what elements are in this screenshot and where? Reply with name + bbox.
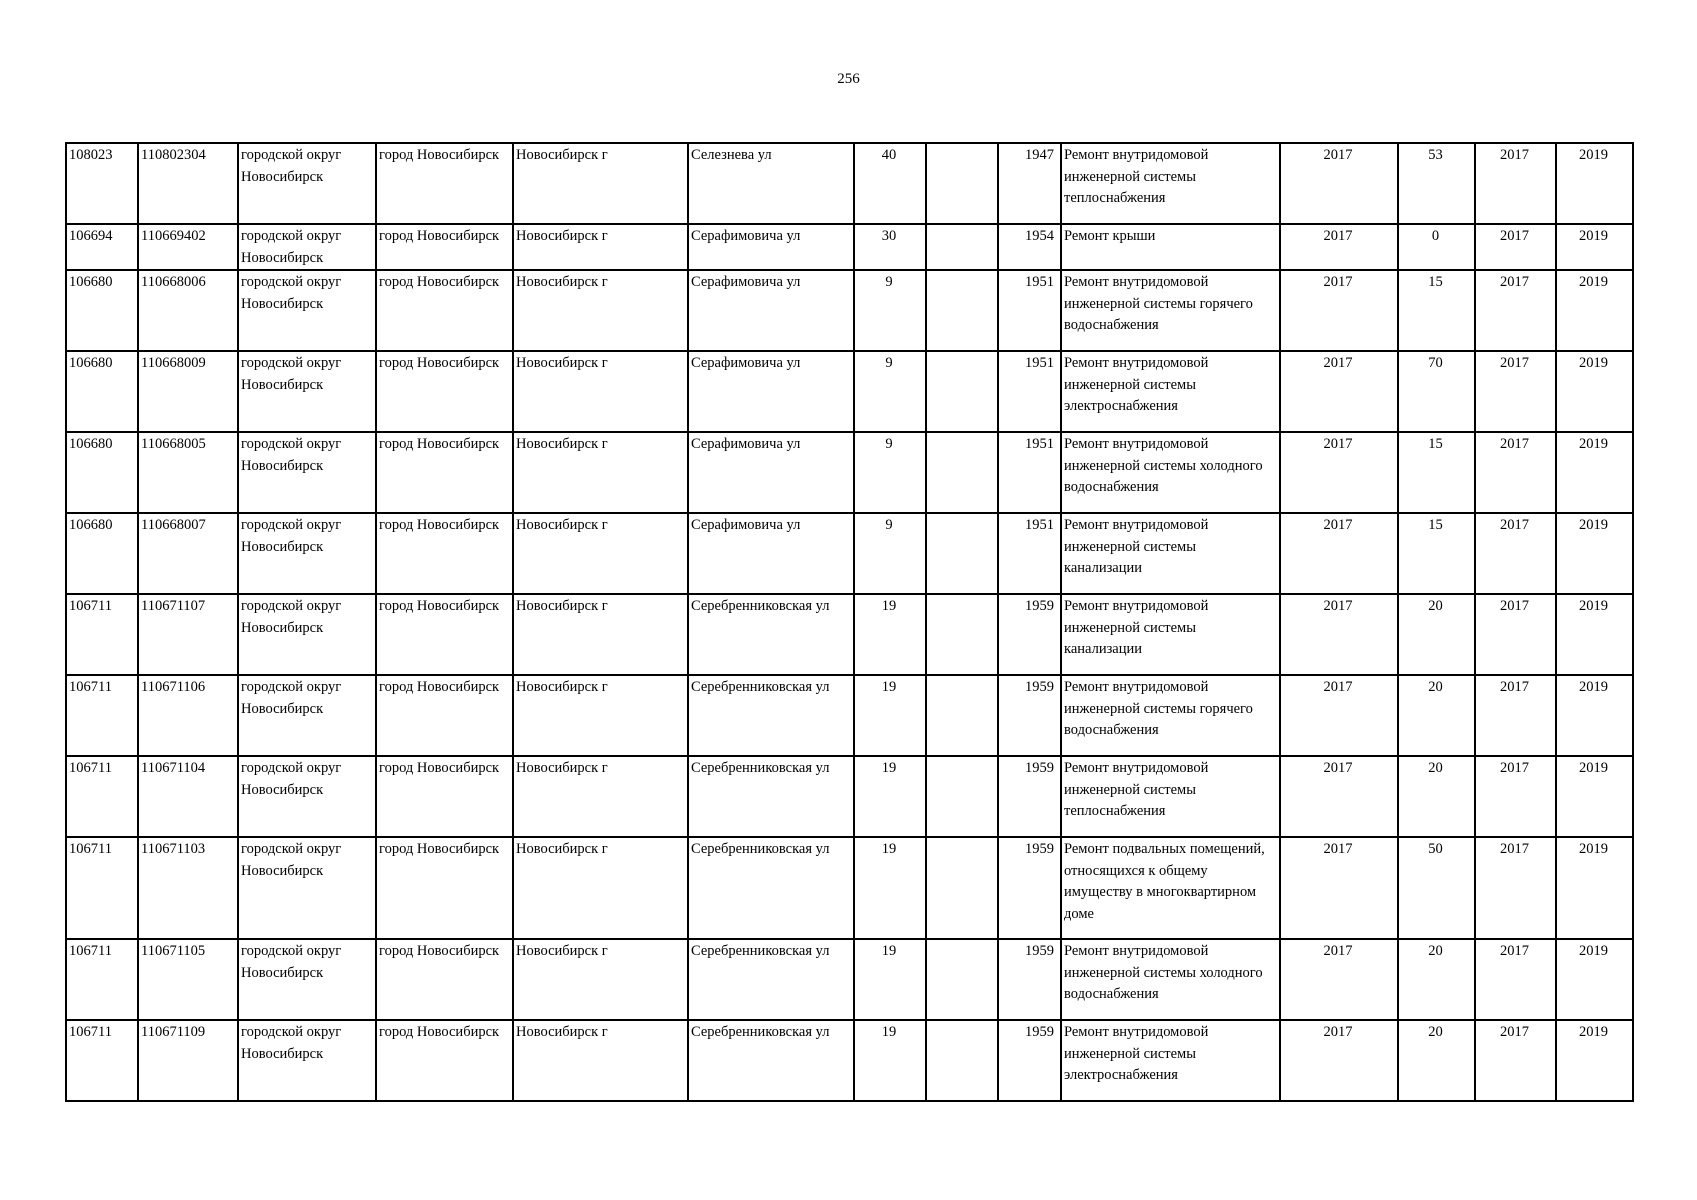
period-end-cell: 2019 xyxy=(1556,270,1633,351)
building-code-cell: 108023 xyxy=(66,143,138,224)
locality-cell: Новосибирск г xyxy=(513,594,688,675)
building-code-cell: 106680 xyxy=(66,432,138,513)
plan-year-cell: 2017 xyxy=(1280,224,1398,270)
wear-percent-cell: 70 xyxy=(1398,351,1475,432)
table-row xyxy=(66,837,1633,939)
work-code-cell: 110668007 xyxy=(138,513,238,594)
wear-percent-cell: 20 xyxy=(1398,594,1475,675)
work-type-cell: Ремонт подвальных помещений, относящихся к общему имуществу в многоквартирном доме xyxy=(1061,837,1280,939)
table-row xyxy=(66,594,1633,675)
period-end-cell: 2019 xyxy=(1556,756,1633,837)
table-row xyxy=(66,513,1633,594)
building-code-cell: 106680 xyxy=(66,270,138,351)
locality-cell: Новосибирск г xyxy=(513,143,688,224)
wear-percent-cell: 15 xyxy=(1398,432,1475,513)
table-row xyxy=(66,756,1633,837)
work-type-cell: Ремонт внутридомовой инженерной системы электроснабжения xyxy=(1061,1020,1280,1101)
plan-year-cell: 2017 xyxy=(1280,351,1398,432)
building-letter-cell xyxy=(926,513,998,594)
work-code-cell: 110671103 xyxy=(138,837,238,939)
street-cell: Серафимовича ул xyxy=(688,432,854,513)
period-end-cell: 2019 xyxy=(1556,675,1633,756)
street-cell: Селезнева ул xyxy=(688,143,854,224)
locality-cell: Новосибирск г xyxy=(513,270,688,351)
table-row xyxy=(66,270,1633,351)
period-start-cell: 2017 xyxy=(1475,675,1556,756)
locality-cell: Новосибирск г xyxy=(513,432,688,513)
plan-year-cell: 2017 xyxy=(1280,837,1398,939)
municipal-district-cell: городской округ Новосибирск xyxy=(238,513,376,594)
locality-cell: Новосибирск г xyxy=(513,513,688,594)
building-letter-cell xyxy=(926,594,998,675)
municipal-district-cell: городской округ Новосибирск xyxy=(238,143,376,224)
wear-percent-cell: 20 xyxy=(1398,939,1475,1020)
period-start-cell: 2017 xyxy=(1475,432,1556,513)
building-letter-cell xyxy=(926,1020,998,1101)
building-code-cell: 106680 xyxy=(66,351,138,432)
house-number-cell: 9 xyxy=(854,270,926,351)
building-letter-cell xyxy=(926,432,998,513)
work-type-cell: Ремонт внутридомовой инженерной системы теплоснабжения xyxy=(1061,756,1280,837)
locality-cell: Новосибирск г xyxy=(513,1020,688,1101)
wear-percent-cell: 0 xyxy=(1398,224,1475,270)
settlement-cell: город Новосибирск xyxy=(376,594,513,675)
municipal-district-cell: городской округ Новосибирск xyxy=(238,270,376,351)
building-letter-cell xyxy=(926,939,998,1020)
work-code-cell: 110668006 xyxy=(138,270,238,351)
plan-year-cell: 2017 xyxy=(1280,513,1398,594)
work-code-cell: 110669402 xyxy=(138,224,238,270)
period-start-cell: 2017 xyxy=(1475,351,1556,432)
construction-year-cell: 1951 xyxy=(998,513,1061,594)
plan-year-cell: 2017 xyxy=(1280,143,1398,224)
street-cell: Серебренниковская ул xyxy=(688,675,854,756)
wear-percent-cell: 15 xyxy=(1398,270,1475,351)
work-type-cell: Ремонт внутридомовой инженерной системы канализации xyxy=(1061,513,1280,594)
work-type-cell: Ремонт внутридомовой инженерной системы электроснабжения xyxy=(1061,351,1280,432)
work-code-cell: 110671109 xyxy=(138,1020,238,1101)
building-letter-cell xyxy=(926,675,998,756)
locality-cell: Новосибирск г xyxy=(513,756,688,837)
house-number-cell: 19 xyxy=(854,675,926,756)
municipal-district-cell: городской округ Новосибирск xyxy=(238,1020,376,1101)
locality-cell: Новосибирск г xyxy=(513,351,688,432)
period-start-cell: 2017 xyxy=(1475,1020,1556,1101)
construction-year-cell: 1959 xyxy=(998,939,1061,1020)
locality-cell: Новосибирск г xyxy=(513,837,688,939)
building-code-cell: 106711 xyxy=(66,939,138,1020)
building-code-cell: 106711 xyxy=(66,675,138,756)
work-code-cell: 110668009 xyxy=(138,351,238,432)
building-code-cell: 106680 xyxy=(66,513,138,594)
table-row xyxy=(66,351,1633,432)
table-row xyxy=(66,939,1633,1020)
street-cell: Серебренниковская ул xyxy=(688,837,854,939)
work-type-cell: Ремонт внутридомовой инженерной системы горячего водоснабжения xyxy=(1061,270,1280,351)
wear-percent-cell: 50 xyxy=(1398,837,1475,939)
settlement-cell: город Новосибирск xyxy=(376,756,513,837)
building-code-cell: 106711 xyxy=(66,837,138,939)
building-code-cell: 106694 xyxy=(66,224,138,270)
municipal-district-cell: городской округ Новосибирск xyxy=(238,224,376,270)
work-code-cell: 110802304 xyxy=(138,143,238,224)
period-end-cell: 2019 xyxy=(1556,513,1633,594)
municipal-district-cell: городской округ Новосибирск xyxy=(238,675,376,756)
street-cell: Серафимовича ул xyxy=(688,513,854,594)
period-end-cell: 2019 xyxy=(1556,432,1633,513)
work-type-cell: Ремонт внутридомовой инженерной системы холодного водоснабжения xyxy=(1061,432,1280,513)
settlement-cell: город Новосибирск xyxy=(376,432,513,513)
work-code-cell: 110671104 xyxy=(138,756,238,837)
street-cell: Серебренниковская ул xyxy=(688,756,854,837)
municipal-district-cell: городской округ Новосибирск xyxy=(238,837,376,939)
period-start-cell: 2017 xyxy=(1475,143,1556,224)
wear-percent-cell: 15 xyxy=(1398,513,1475,594)
house-number-cell: 9 xyxy=(854,513,926,594)
building-letter-cell xyxy=(926,837,998,939)
wear-percent-cell: 20 xyxy=(1398,756,1475,837)
period-end-cell: 2019 xyxy=(1556,143,1633,224)
table-row xyxy=(66,143,1633,224)
repair-register-table xyxy=(65,142,1634,1102)
street-cell: Серафимовича ул xyxy=(688,351,854,432)
work-type-cell: Ремонт внутридомовой инженерной системы теплоснабжения xyxy=(1061,143,1280,224)
wear-percent-cell: 20 xyxy=(1398,1020,1475,1101)
building-code-cell: 106711 xyxy=(66,756,138,837)
construction-year-cell: 1954 xyxy=(998,224,1061,270)
house-number-cell: 19 xyxy=(854,939,926,1020)
plan-year-cell: 2017 xyxy=(1280,939,1398,1020)
locality-cell: Новосибирск г xyxy=(513,224,688,270)
period-start-cell: 2017 xyxy=(1475,756,1556,837)
street-cell: Серебренниковская ул xyxy=(688,939,854,1020)
building-code-cell: 106711 xyxy=(66,1020,138,1101)
work-type-cell: Ремонт внутридомовой инженерной системы канализации xyxy=(1061,594,1280,675)
settlement-cell: город Новосибирск xyxy=(376,837,513,939)
building-letter-cell xyxy=(926,756,998,837)
period-end-cell: 2019 xyxy=(1556,939,1633,1020)
municipal-district-cell: городской округ Новосибирск xyxy=(238,594,376,675)
house-number-cell: 19 xyxy=(854,756,926,837)
work-code-cell: 110671106 xyxy=(138,675,238,756)
settlement-cell: город Новосибирск xyxy=(376,1020,513,1101)
locality-cell: Новосибирск г xyxy=(513,675,688,756)
plan-year-cell: 2017 xyxy=(1280,432,1398,513)
plan-year-cell: 2017 xyxy=(1280,1020,1398,1101)
settlement-cell: город Новосибирск xyxy=(376,224,513,270)
construction-year-cell: 1951 xyxy=(998,270,1061,351)
construction-year-cell: 1959 xyxy=(998,756,1061,837)
building-letter-cell xyxy=(926,143,998,224)
street-cell: Серебренниковская ул xyxy=(688,1020,854,1101)
plan-year-cell: 2017 xyxy=(1280,594,1398,675)
house-number-cell: 19 xyxy=(854,837,926,939)
construction-year-cell: 1951 xyxy=(998,432,1061,513)
street-cell: Серафимовича ул xyxy=(688,270,854,351)
page-number: 256 xyxy=(837,71,860,87)
house-number-cell: 40 xyxy=(854,143,926,224)
period-end-cell: 2019 xyxy=(1556,1020,1633,1101)
period-end-cell: 2019 xyxy=(1556,594,1633,675)
building-letter-cell xyxy=(926,351,998,432)
work-type-cell: Ремонт крыши xyxy=(1061,224,1280,270)
house-number-cell: 9 xyxy=(854,351,926,432)
period-start-cell: 2017 xyxy=(1475,270,1556,351)
municipal-district-cell: городской округ Новосибирск xyxy=(238,756,376,837)
settlement-cell: город Новосибирск xyxy=(376,513,513,594)
period-start-cell: 2017 xyxy=(1475,594,1556,675)
construction-year-cell: 1951 xyxy=(998,351,1061,432)
plan-year-cell: 2017 xyxy=(1280,756,1398,837)
plan-year-cell: 2017 xyxy=(1280,270,1398,351)
municipal-district-cell: городской округ Новосибирск xyxy=(238,432,376,513)
table-row xyxy=(66,224,1633,270)
table-row xyxy=(66,675,1633,756)
table-row xyxy=(66,1020,1633,1101)
construction-year-cell: 1959 xyxy=(998,837,1061,939)
house-number-cell: 30 xyxy=(854,224,926,270)
work-code-cell: 110671107 xyxy=(138,594,238,675)
locality-cell: Новосибирск г xyxy=(513,939,688,1020)
construction-year-cell: 1959 xyxy=(998,594,1061,675)
work-code-cell: 110668005 xyxy=(138,432,238,513)
settlement-cell: город Новосибирск xyxy=(376,939,513,1020)
work-code-cell: 110671105 xyxy=(138,939,238,1020)
period-start-cell: 2017 xyxy=(1475,513,1556,594)
construction-year-cell: 1947 xyxy=(998,143,1061,224)
house-number-cell: 9 xyxy=(854,432,926,513)
construction-year-cell: 1959 xyxy=(998,1020,1061,1101)
building-code-cell: 106711 xyxy=(66,594,138,675)
period-end-cell: 2019 xyxy=(1556,837,1633,939)
period-start-cell: 2017 xyxy=(1475,837,1556,939)
settlement-cell: город Новосибирск xyxy=(376,270,513,351)
table-row xyxy=(66,432,1633,513)
house-number-cell: 19 xyxy=(854,1020,926,1101)
settlement-cell: город Новосибирск xyxy=(376,143,513,224)
period-start-cell: 2017 xyxy=(1475,224,1556,270)
street-cell: Серафимовича ул xyxy=(688,224,854,270)
municipal-district-cell: городской округ Новосибирск xyxy=(238,939,376,1020)
period-end-cell: 2019 xyxy=(1556,224,1633,270)
building-letter-cell xyxy=(926,224,998,270)
house-number-cell: 19 xyxy=(854,594,926,675)
settlement-cell: город Новосибирск xyxy=(376,675,513,756)
municipal-district-cell: городской округ Новосибирск xyxy=(238,351,376,432)
street-cell: Серебренниковская ул xyxy=(688,594,854,675)
period-end-cell: 2019 xyxy=(1556,351,1633,432)
building-letter-cell xyxy=(926,270,998,351)
construction-year-cell: 1959 xyxy=(998,675,1061,756)
wear-percent-cell: 53 xyxy=(1398,143,1475,224)
wear-percent-cell: 20 xyxy=(1398,675,1475,756)
work-type-cell: Ремонт внутридомовой инженерной системы горячего водоснабжения xyxy=(1061,675,1280,756)
plan-year-cell: 2017 xyxy=(1280,675,1398,756)
period-start-cell: 2017 xyxy=(1475,939,1556,1020)
settlement-cell: город Новосибирск xyxy=(376,351,513,432)
work-type-cell: Ремонт внутридомовой инженерной системы холодного водоснабжения xyxy=(1061,939,1280,1020)
